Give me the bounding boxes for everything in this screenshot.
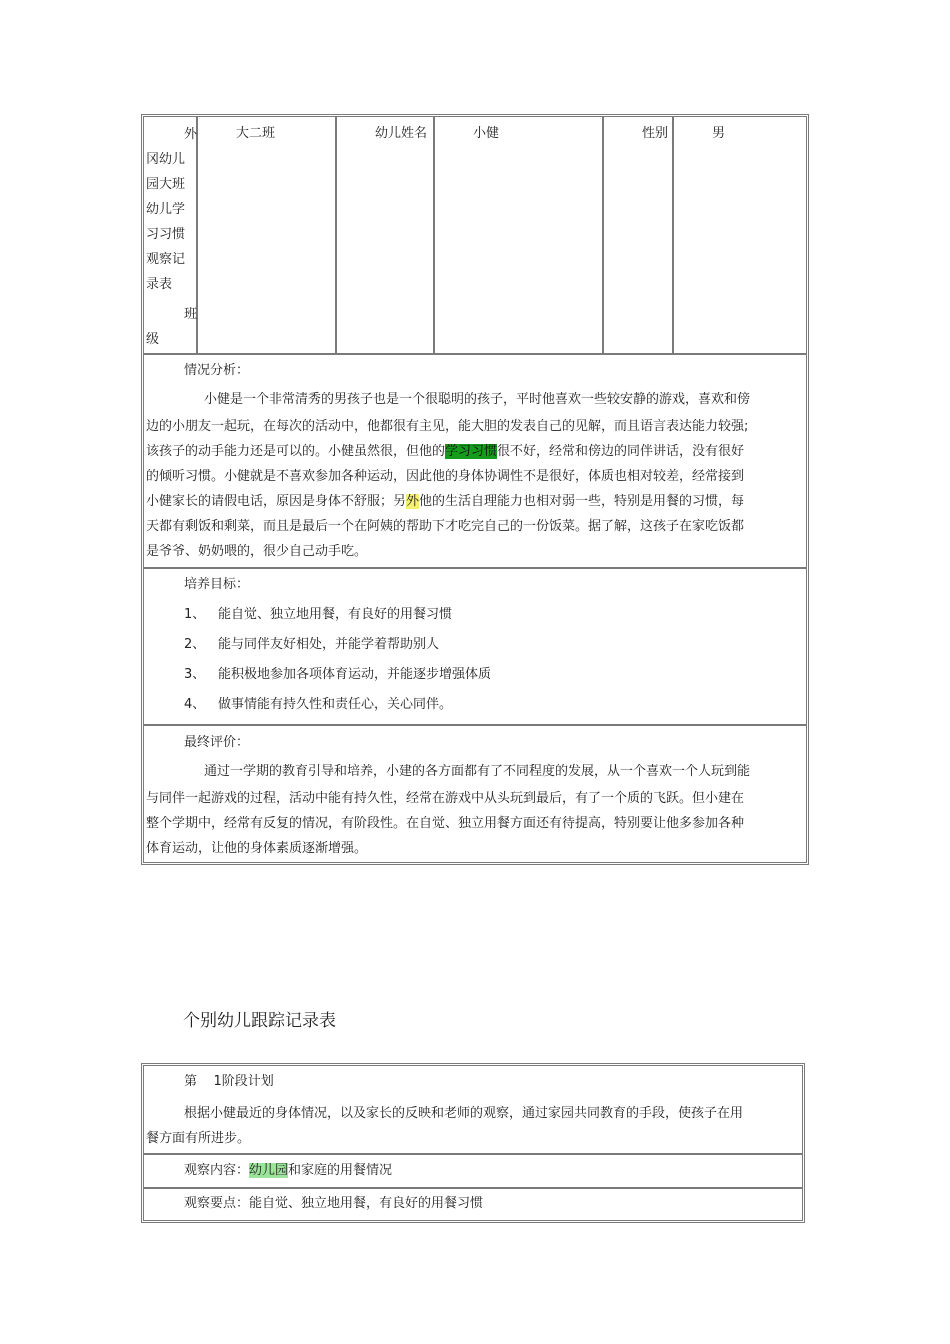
analysis-text: 他的生活自理能力也相对弱一些，特别是用餐的习惯，每 <box>419 494 745 509</box>
analysis-line: 的倾听习惯。小健就是不喜欢参加各种运动，因此他的身体协调性不是很好，体质也相对较差，经常接到 <box>146 469 745 484</box>
observe-label: 观察内容： <box>184 1163 250 1178</box>
highlight-study-habit: 学习习惯 <box>445 444 498 459</box>
observe-rest: 和家庭的用餐情况 <box>288 1163 393 1178</box>
goal-number: 1、 <box>184 607 206 622</box>
analysis-line: 是爷爷、奶奶喂的，很少自己动手吃。 <box>146 544 368 559</box>
evaluation-heading: 最终评价： <box>184 735 250 750</box>
observe-content-cell <box>143 1154 803 1188</box>
title-line: 观察记 <box>146 252 186 267</box>
title-line: 习习惯 <box>146 227 186 242</box>
title-line: 外 <box>184 127 198 142</box>
evaluation-line: 通过一学期的教育引导和培养，小建的各方面都有了不同程度的发展，从一个喜欢一个人玩到能 <box>204 764 751 779</box>
analysis-line: 天都有剩饭和剩菜，而且是最后一个在阿姨的帮助下才吃完自己的一份饭菜。据了解，这孩子在家吃饭都 <box>146 519 745 534</box>
stage-plan-cell <box>143 1065 803 1154</box>
analysis-heading: 情况分析： <box>184 363 250 378</box>
goal-text: 能自觉、独立地用餐，有良好的用餐习惯 <box>218 607 453 622</box>
goal-item <box>184 663 491 687</box>
gender-value-cell <box>673 116 807 354</box>
goal-item <box>184 633 439 657</box>
class-label: 班 <box>184 307 198 322</box>
class-value: 大二班 <box>236 126 276 141</box>
evaluation-cell <box>143 725 807 863</box>
observe-points-cell <box>143 1188 803 1221</box>
highlight-kindergarten: 幼儿园 <box>249 1163 289 1178</box>
title-line: 冈幼儿 <box>146 152 186 167</box>
title-class-cell <box>143 116 197 354</box>
goal-text: 能积极地参加各项体育运动，并能逐步增强体质 <box>218 667 492 682</box>
goals-heading: 培养目标： <box>184 577 250 592</box>
name-label-cell <box>336 116 434 354</box>
evaluation-line: 整个学期中，经常有反复的情况，有阶段性。在自觉、独立用餐方面还有待提高，特别要让他多参加各种 <box>146 816 745 831</box>
class-label: 级 <box>146 332 160 347</box>
observation-table <box>141 114 809 865</box>
name-value-cell <box>434 116 603 354</box>
analysis-cell <box>143 354 807 568</box>
analysis-text: 很不好，经常和傍边的同伴讲话，没有很好 <box>497 444 745 459</box>
plan-line: 根据小健最近的身体情况，以及家长的反映和老师的观察，通过家园共同教育的手段，使孩子在用 <box>184 1106 744 1121</box>
title-line: 园大班 <box>146 177 186 192</box>
analysis-line: 边的小朋友一起玩，在每次的活动中，他都很有主见，能大胆的发表自己的见解，而且语言表达能力较强; <box>146 419 749 434</box>
goal-text: 做事情能有持久性和责任心，关心同伴。 <box>218 697 453 712</box>
analysis-line: 小健是一个非常清秀的男孩子也是一个很聪明的孩子，平时他喜欢一些较安静的游戏，喜欢和傍 <box>204 392 751 407</box>
evaluation-line: 体育运动，让他的身体素质逐渐增强。 <box>146 841 368 856</box>
title-line: 录表 <box>146 277 173 292</box>
observe-content <box>184 1159 392 1183</box>
gender-value: 男 <box>712 126 726 141</box>
goal-item <box>184 603 452 627</box>
analysis-text: 小健家长的请假电话，原因是身体不舒服；另 <box>146 494 407 509</box>
goal-number: 3、 <box>184 667 206 682</box>
analysis-text: 该孩子的动手能力还是可以的。小健虽然很，但他的 <box>146 444 446 459</box>
analysis-line <box>146 440 744 464</box>
goals-cell <box>143 568 807 725</box>
evaluation-line: 与同伴一起游戏的过程，活动中能有持久性，经常在游戏中从头玩到最后，有了一个质的飞跃。但小建在 <box>146 791 745 806</box>
name-label: 幼儿姓名 <box>375 126 428 141</box>
goal-item <box>184 693 452 717</box>
observe-points: 观察要点：能自觉、独立地用餐，有良好的用餐习惯 <box>184 1196 484 1211</box>
gender-label-cell <box>603 116 673 354</box>
gender-label: 性别 <box>642 126 669 141</box>
name-value: 小健 <box>473 126 500 141</box>
title-line: 幼儿学 <box>146 202 186 217</box>
stage-label: 第 1阶段计划 <box>184 1074 274 1089</box>
highlight-wai: 外 <box>406 494 420 509</box>
analysis-line <box>146 490 744 514</box>
goal-number: 2、 <box>184 637 206 652</box>
plan-line: 餐方面有所进步。 <box>146 1131 251 1146</box>
class-value-cell <box>197 116 336 354</box>
tracking-record-title: 个别幼儿跟踪记录表 <box>183 1011 336 1031</box>
tracking-table <box>141 1063 805 1223</box>
goal-text: 能与同伴友好相处，并能学着帮助别人 <box>218 637 440 652</box>
goal-number: 4、 <box>184 697 206 712</box>
